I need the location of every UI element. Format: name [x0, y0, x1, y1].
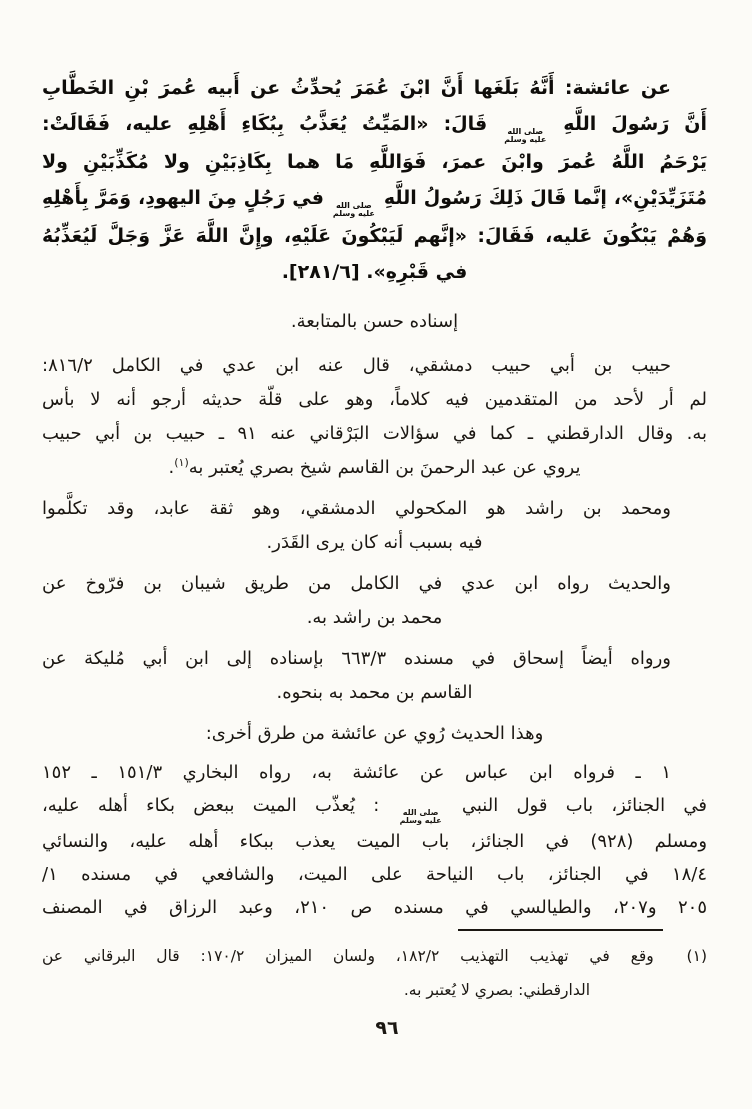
para-habib-line-1: حبيب بن أبي حبيب دمشقي، قال عنه ابن عدي في الكامل ٨١٦/٢: [42, 355, 671, 376]
hadith-line-6: في قَبْرِهِ». [٢٨١/٦]. [281, 261, 468, 283]
para-muhammad-line-2: فيه بسبب أنه كان يرى القَدَر. [266, 532, 483, 553]
para-ishaq-line-2: القاسم بن محمد به بنحوه. [276, 682, 473, 703]
para-habib-line-2: لم أر لأحد من المتقدمين فيه كلاماً، وهو على قلّة حديثه أرجو أنه لا بأس [42, 389, 707, 410]
hadith-line-2-end: قَالَ: «المَيِّتُ يُعَذَّبُ بِبُكَاءِ أَهْلِهِ عليه، فَقَالَتْ: [42, 113, 488, 135]
hadith-line-4 [42, 180, 707, 218]
hadith-paragraph [42, 70, 707, 290]
hadith-line-5: وَهُمْ يَبْكُونَ عَليه، فَقَالَ: «إنَّهم لَيَبْكُونَ عَلَيْهِ، وإِنَّ اللَّهَ عَزَّ وَجَلَّ لَيُعَذِّبُهُ [42, 225, 707, 247]
item-1-line-5: ٢٠٥ و٢٠٧، والطيالسي في مسنده ص ٢١٠، وعبد الرزاق في المصنف [42, 897, 707, 918]
footnote-line-1 [42, 941, 707, 971]
prophet-honorific-icon: صلى الله عليه وسلم [332, 201, 375, 218]
para-kamil-line-1: والحديث رواه ابن عدي في الكامل من طريق شيبان بن فرّوخ عن [42, 573, 671, 594]
footnote-ref-marker: (١) [174, 456, 189, 469]
hadith-line-2 [42, 106, 707, 144]
footnote-number: (١) [686, 947, 707, 965]
prophet-honorific-icon: صلى الله عليه وسلم [504, 127, 547, 144]
hadith-line-2-start: أَنَّ رَسُولَ اللَّهِ [563, 113, 707, 135]
para-ishaq-line-1: ورواه أيضاً إسحاق في مسنده ٦٦٣/٣ بإسناده إلى ابن أبي مُليكة عن [42, 648, 671, 669]
footnote-divider [458, 929, 663, 931]
page-content [42, 0, 707, 924]
intro-turuq-line: وهذا الحديث رُوي عن عائشة من طرق أخرى: [205, 723, 544, 744]
page-number: ٩٦ [375, 1017, 399, 1039]
item-1-line-1: ١ ـ فرواه ابن عباس عن عائشة به، رواه البخاري ١٥١/٣ ـ ١٥٢ [42, 762, 672, 783]
item-1-line-2-end: : يُعذّب الميت ببعض بكاء أهله عليه، [42, 795, 380, 816]
item-1 [42, 756, 707, 924]
para-muhammad-line-1: ومحمد بن راشد هو المكحولي الدمشقي، وهو ثقة عابد، وقد تكلَّموا [42, 498, 671, 519]
grading-line: إسناده حسن بالمتابعة. [290, 311, 459, 332]
item-1-line-3: ومسلم (٩٢٨) في الجنائز، باب الميت يعذب ببكاء أهله عليه، والنسائي [42, 831, 708, 852]
para-habib [42, 349, 707, 485]
para-habib-line-4-period: . [168, 457, 175, 478]
para-kamil [42, 567, 707, 635]
para-kamil-line-2: محمد بن راشد به. [306, 607, 443, 628]
hadith-line-3: يَرْحَمُ اللَّهُ عُمرَ وابْنَ عمرَ، فَوَاللَّهِ مَا هما بِكَاذِبَيْنِ ولا مُكَذِّبَيْنِ ولا [42, 151, 707, 173]
para-muhammad [42, 492, 707, 560]
para-habib-line-4 [42, 451, 707, 485]
para-ishaq [42, 642, 707, 710]
footnote-line-1-text: وقع في تهذيب التهذيب ١٨٢/٢، ولسان الميزان ١٧٠/٢: قال البرقاني عن [42, 947, 654, 965]
para-habib-line-3: به. وقال الدارقطني ـ كما في سؤالات البَرْقاني عنه ٩١ ـ حبيب بن أبي حبيب [42, 423, 707, 444]
para-habib-line-4-text: يروي عن عبد الرحمنَ بن القاسم شيخ بصري يُعتبر به [188, 457, 581, 478]
item-1-line-2 [42, 789, 707, 825]
item-1-line-2-start: في الجنائز، باب قول النبي [461, 795, 707, 816]
hadith-line-4-start: مُتَزَيِّدَيْنِ»، إنَّما قَالَ ذَلِكَ رَسُولُ اللَّهِ [383, 187, 707, 209]
footnote-line-2: الدارقطني: بصري لا يُعتبر به. [403, 981, 590, 999]
hadith-line-4-end: في رَجُلٍ مِنَ اليهودِ، وَمَرَّ بِأَهْلِهِ [42, 187, 324, 209]
hadith-line-1: عن عائشة: أَنَّهُ بَلَغَها أَنَّ ابْنَ عُمَرَ يُحدِّثُ عن أَبيه عُمرَ بْنِ الخَطَّابِ [42, 77, 671, 99]
item-1-line-4: ١٨/٤ في الجنائز، باب النياحة على الميت، والشافعي في مسنده ١/ [42, 864, 707, 885]
prophet-honorific-icon: صلى الله عليه وسلم [399, 808, 442, 825]
